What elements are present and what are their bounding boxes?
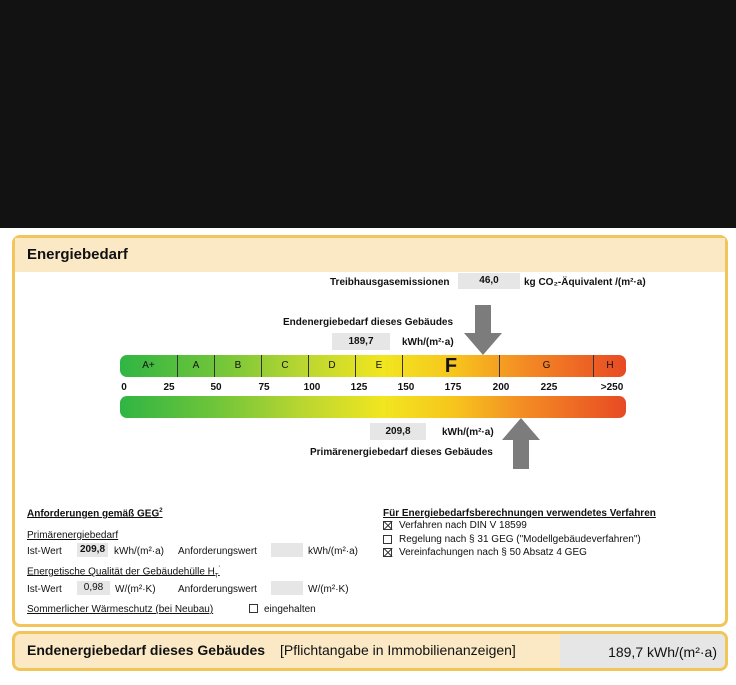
class-h: H (606, 360, 614, 371)
footer-value-box (560, 634, 725, 668)
primary-ist-label: Ist-Wert (27, 546, 62, 557)
requirements-heading: Anforderungen gemäß GEG$^2$ (27, 508, 163, 520)
primary-anf-label: Anforderungswert (178, 546, 257, 557)
method-din-checkbox[interactable] (383, 521, 392, 530)
class-d: D (309, 355, 356, 377)
energy-scale-bar (120, 355, 626, 377)
footer-label: Endenergiebedarf dieses Gebäudes (27, 642, 266, 658)
tick-175: 175 (444, 382, 462, 393)
primary-requirement-heading: Primärenergiebedarf (27, 530, 119, 541)
method-simplified-label: Vereinfachungen nach § 50 Absatz 4 GEG (399, 547, 587, 558)
emissions-label: Treibhausgasemissionen (330, 277, 450, 288)
class-a: A (178, 355, 215, 377)
black-header-area (0, 0, 736, 228)
summer-protection-check-label: eingehalten (264, 604, 316, 615)
method-simplified-checkbox[interactable] (383, 548, 392, 557)
tick-75: 75 (258, 382, 270, 393)
end-energy-label: Endenergiebedarf dieses Gebäudes (283, 317, 454, 328)
primary-energy-value: 209,8 (370, 423, 426, 440)
envelope-heading: Energetische Qualität der Gebäudehülle $H_T'$ (27, 566, 220, 580)
energy-scale-bar-lower (120, 396, 626, 418)
class-aplus: A+ (120, 355, 178, 377)
class-f-active: F (403, 355, 500, 377)
class-b: B (215, 355, 262, 377)
tick-150: 150 (397, 382, 415, 393)
summer-protection-checkbox[interactable] (249, 604, 258, 613)
envelope-ist-label: Ist-Wert (27, 584, 62, 595)
end-energy-arrow-icon (464, 305, 502, 355)
primary-anf-unit: kWh/(m²·a) (308, 546, 358, 557)
primary-energy-label: Primärenergiebedarf dieses Gebäudes (310, 447, 493, 458)
tick-125: 125 (350, 382, 368, 393)
tick-250plus: >250 (600, 382, 624, 393)
method-modell-checkbox[interactable] (383, 535, 392, 544)
primary-anf-value (271, 543, 303, 557)
method-din-label: Verfahren nach DIN V 18599 (399, 520, 527, 531)
end-energy-value: 189,7 (332, 333, 390, 350)
tick-225: 225 (540, 382, 558, 393)
methods-heading: Für Energiebedarfsberechnungen verwendetes Verfahren (383, 508, 656, 519)
method-modell-label: Regelung nach § 31 GEG ("Modellgebäudeverfahren") (399, 534, 641, 545)
footer-note: [Pflichtangabe in Immobilienanzeigen] (280, 642, 516, 658)
footer-bar (12, 631, 728, 671)
summer-protection-label: Sommerlicher Wärmeschutz (bei Neubau) (27, 604, 214, 615)
primary-energy-unit: kWh/(m²·a) (442, 427, 494, 438)
primary-ist-unit: kWh/(m²·a) (114, 546, 164, 557)
class-c: C (262, 355, 309, 377)
emissions-value: 46,0 (458, 273, 520, 289)
envelope-anf-unit: W/(m²·K) (308, 584, 349, 595)
requirements-heading-sup: 2 (159, 508, 163, 514)
primary-energy-arrow-icon (502, 418, 540, 469)
primary-ist-value: 209,8 (77, 543, 108, 557)
panel-header (15, 238, 725, 272)
envelope-anf-value (271, 581, 303, 595)
footer-value: 189,7 kWh/(m²·a) (608, 644, 717, 660)
end-energy-unit: kWh/(m²·a) (402, 337, 454, 348)
envelope-anf-label: Anforderungswert (178, 584, 257, 595)
panel-title: Energiebedarf (27, 246, 128, 263)
envelope-ist-value: 0,98 (77, 581, 110, 595)
tick-200: 200 (492, 382, 510, 393)
tick-0: 0 (121, 382, 127, 393)
tick-25: 25 (163, 382, 175, 393)
emissions-unit: kg CO₂-Äquivalent /(m²·a) (524, 277, 646, 288)
class-g: G (500, 355, 594, 377)
envelope-ist-unit: W/(m²·K) (115, 584, 156, 595)
class-e: E (356, 355, 403, 377)
tick-50: 50 (210, 382, 222, 393)
tick-100: 100 (303, 382, 321, 393)
